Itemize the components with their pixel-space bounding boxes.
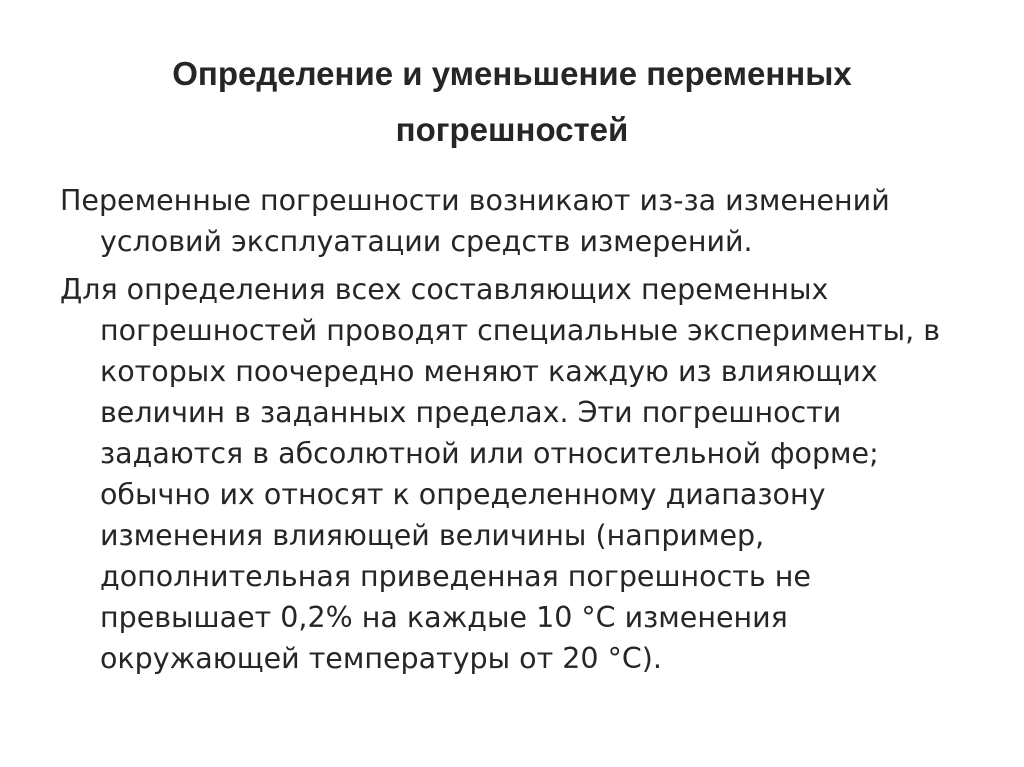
body-paragraph-1-text: Переменные погрешности возникают из-за изменений условий эксплуатации средств измерений. [60,184,890,258]
slide-body [60,180,980,686]
body-paragraph-2-text: Для определения всех составляющих переменных погрешностей проводят специальные эксперименты, в которых поочередно меняют каждую из влияющих величин в заданных пределах. Эти погрешности задаются в абсолютной или относительной форме; обычно их относят к определенному диапазону изменения влияющей величины (например, дополнительная приведенная погрешность не превышает 0,2% на каждые 10 °С изменения окружающей температуры от 20 °С). [60,273,941,675]
slide-title: Определение и уменьшение переменных погрешностей [172,55,852,148]
body-paragraph-2 [60,269,980,679]
body-paragraph-1 [60,180,980,262]
